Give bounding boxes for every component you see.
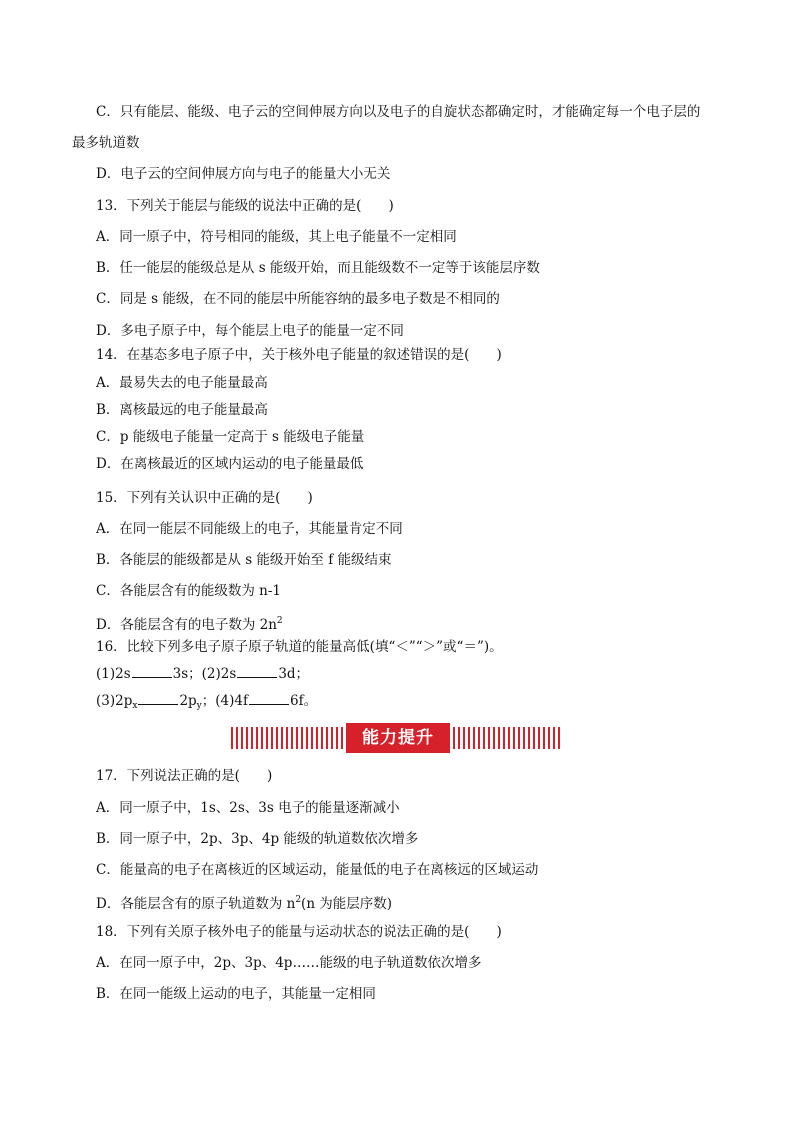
q17-option-b: B．同一原子中，2p、3p、4p 能级的轨道数依次增多	[96, 831, 419, 847]
q15-stem: 15．下列有关认识中正确的是( )	[96, 490, 313, 506]
q13-option-a: A．同一原子中，符号相同的能级，其上电子能量不一定相同	[96, 229, 457, 245]
q16-blank-2[interactable]	[237, 665, 277, 678]
q12-option-c-line2: 最多轨道数	[72, 135, 140, 151]
q15-option-d-superscript: 2	[276, 616, 283, 626]
q14-stem: 14．在基态多电子原子中，关于核外电子能量的叙述错误的是( )	[96, 347, 502, 363]
q16-item-3-right-subscript: y	[196, 701, 202, 711]
q16-blank-4[interactable]	[249, 692, 289, 705]
q16-item-2-end: 3d；	[278, 666, 310, 682]
q16-item-4-end: 6f。	[289, 693, 318, 709]
q16-item-3-subscript: x	[132, 701, 138, 711]
q13-option-c: C．同是 s 能级，在不同的能层中所能容纳的最多电子数是不相同的	[96, 291, 500, 307]
q16-item-1-label: (1)2s	[96, 666, 131, 682]
q16-row-2	[96, 692, 317, 715]
q15-option-d	[96, 612, 283, 634]
q13-stem: 13．下列关于能层与能级的说法中正确的是( )	[96, 198, 394, 214]
q13-option-b: B．任一能层的能级总是从 s 能级开始，而且能级数不一定等于该能层序数	[96, 260, 540, 276]
section-banner	[231, 723, 563, 753]
q18-stem: 18．下列有关原子核外电子的能量与运动状态的说法正确的是( )	[96, 924, 502, 940]
q14-option-b: B．离核最远的电子能量最高	[96, 402, 268, 418]
banner-stripes-right	[453, 727, 563, 749]
q15-option-b: B．各能层的能级都是从 s 能级开始至 f 能级结束	[96, 552, 392, 568]
q16-item-2-label: 3s；(2)2s	[172, 666, 237, 682]
q14-option-a: A．最易失去的电子能量最高	[96, 375, 268, 391]
q16-item-3-label: (3)2p	[96, 693, 133, 709]
q17-option-d-superscript: 2	[295, 895, 302, 905]
q12-option-c-line1: C．只有能层、能级、电子云的空间伸展方向以及电子的自旋状态都确定时，才能确定每一个电子层的	[96, 104, 701, 120]
q13-option-d: D．多电子原子中，每个能层上电子的能量一定不同	[96, 323, 404, 339]
q15-option-c: C．各能层含有的能级数为 n-1	[96, 583, 281, 599]
q16-stem: 16．比较下列多电子原子原子轨道的能量高低(填“＜”“＞”或“＝”)。	[96, 639, 503, 655]
q14-option-d: D．在离核最近的区域内运动的电子能量最低	[96, 456, 364, 472]
q17-option-d-note: (n 为能层序数)	[301, 896, 393, 912]
q18-option-a: A．在同一原子中，2p、3p、4p……能级的电子轨道数依次增多	[96, 955, 482, 971]
q16-item-4-label: ；(4)4f	[201, 693, 248, 709]
q17-option-d-text: D．各能层含有的原子轨道数为 n	[96, 896, 296, 912]
q17-stem: 17．下列说法正确的是( )	[96, 768, 273, 784]
banner-title: 能力提升	[346, 723, 450, 753]
q15-option-d-text: D．各能层含有的电子数为 2n	[96, 617, 277, 633]
banner-stripes-left	[231, 727, 343, 749]
q14-option-c: C．p 能级电子能量一定高于 s 能级电子能量	[96, 429, 365, 445]
q16-item-3-right: 2p	[179, 693, 197, 709]
q15-option-a: A．在同一能层不同能级上的电子，其能量肯定不同	[96, 521, 403, 537]
q17-option-a: A．同一原子中，1s、2s、3s 电子的能量逐渐减小	[96, 800, 400, 816]
q16-blank-3[interactable]	[138, 692, 178, 705]
q18-option-b: B．在同一能级上运动的电子，其能量一定相同	[96, 986, 376, 1002]
q16-row-1	[96, 665, 309, 683]
q12-option-d: D．电子云的空间伸展方向与电子的能量大小无关	[96, 166, 391, 182]
q17-option-d	[96, 891, 392, 913]
q17-option-c: C．能量高的电子在离核近的区域运动，能量低的电子在离核远的区域运动	[96, 862, 539, 878]
q16-blank-1[interactable]	[132, 665, 172, 678]
